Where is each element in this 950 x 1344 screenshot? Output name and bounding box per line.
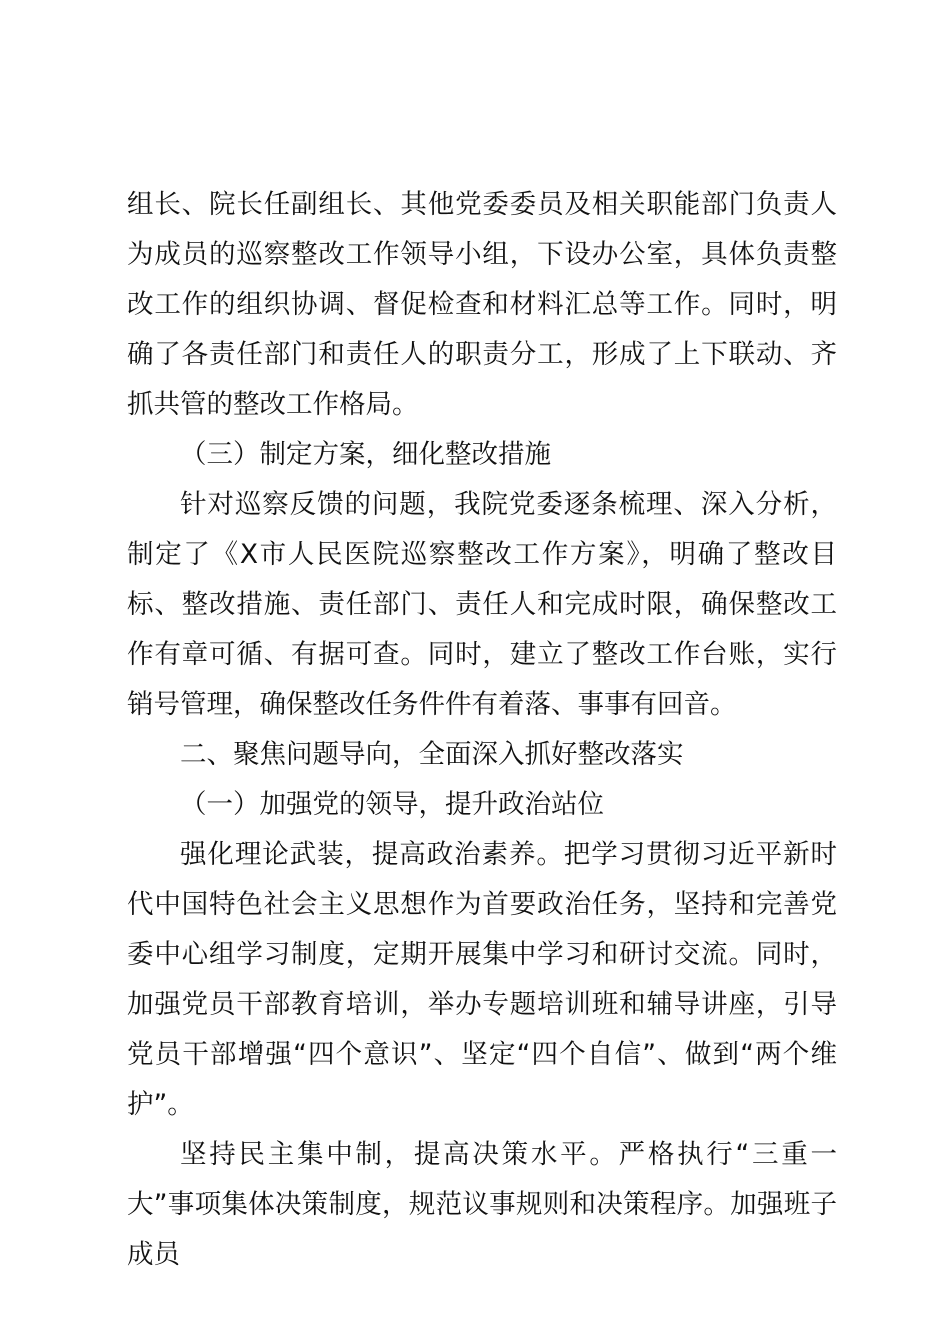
paragraph-democratic-centralism: 坚持民主集中制，提高决策水平。严格执行“三重一大”事项集体决策制度，规范议事规则和决策程序。加强班子成员 [127,1139,837,1270]
paragraph-theory: 强化理论武装，提高政治素养。把学习贯彻习近平新时代中国特色社会主义思想作为首要政治任务，坚持和完善党委中心组学习制度，定期开展集中学习和研讨交流。同时，加强党员干部教育培训，举办专题培训班和辅导讲座，引导党员干部增强“四个意识”、坚定“四个自信”、做到“两个维护”。 [127,839,837,1120]
paragraph-plan: 针对巡察反馈的问题，我院党委逐条梳理、深入分析，制定了《X市人民医院巡察整改工作方案》，明确了整改目标、整改措施、责任部门、责任人和完成时限，确保整改工作有章可循、有据可查。同时，建立了整改工作台账，实行销号管理，确保整改任务件件有着落、事事有回音。 [127,489,837,720]
section-heading-3: （三）制定方案，细化整改措施 [180,439,551,470]
chapter-heading-2: 二、聚焦问题导向，全面深入抓好整改落实 [180,739,684,770]
section-heading-1: （一）加强党的领导，提升政治站位 [180,789,604,820]
document-body [127,180,837,1280]
paragraph-leading-fragment: 组长、院长任副组长、其他党委委员及相关职能部门负责人为成员的巡察整改工作领导小组，下设办公室，具体负责整改工作的组织协调、督促检查和材料汇总等工作。同时，明确了各责任部门和责任人的职责分工，形成了上下联动、齐抓共管的整改工作格局。 [127,189,837,420]
